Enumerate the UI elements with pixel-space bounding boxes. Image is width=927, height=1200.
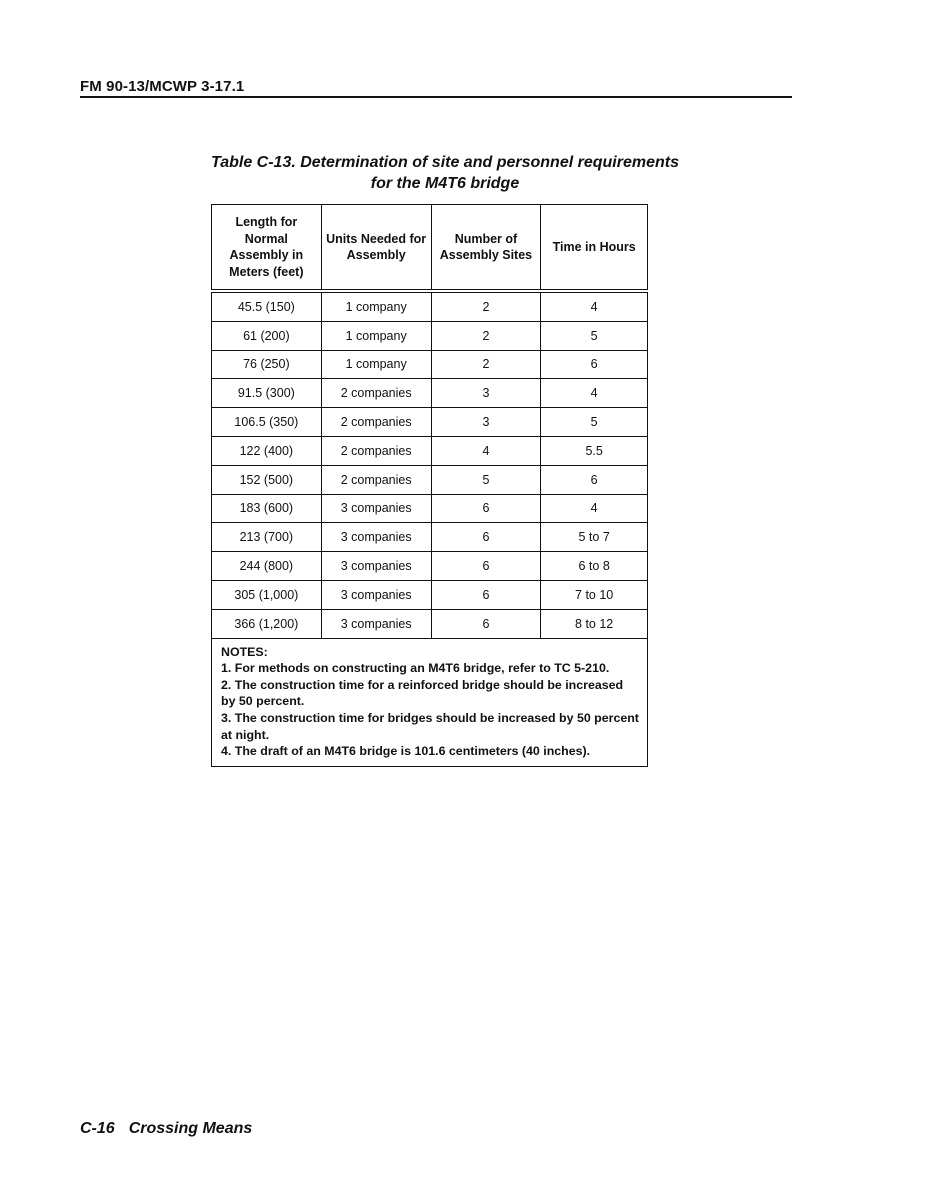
- table-header-row: [212, 205, 648, 292]
- cell-sites: 6: [431, 523, 541, 552]
- cell-time: 6: [541, 350, 648, 379]
- cell-length: 244 (800): [212, 552, 322, 581]
- cell-sites: 2: [431, 350, 541, 379]
- table-row: [212, 465, 648, 494]
- cell-sites: 2: [431, 321, 541, 350]
- running-head: FM 90-13/MCWP 3-17.1: [80, 78, 245, 95]
- cell-units: 3 companies: [321, 523, 431, 552]
- table-row: [212, 436, 648, 465]
- table-row: [212, 523, 648, 552]
- table-row: [212, 291, 648, 321]
- cell-time: 6: [541, 465, 648, 494]
- page-footer: [80, 1120, 266, 1138]
- table-caption-line1: Table C-13. Determination of site and personnel requirements: [211, 154, 679, 171]
- cell-sites: 6: [431, 552, 541, 581]
- column-header-length: Length for Normal Assembly in Meters (feet): [212, 205, 322, 292]
- column-header-sites: Number of Assembly Sites: [431, 205, 541, 292]
- cell-time: 4: [541, 494, 648, 523]
- cell-length: 152 (500): [212, 465, 322, 494]
- cell-time: 7 to 10: [541, 580, 648, 609]
- cell-length: 91.5 (300): [212, 379, 322, 408]
- cell-length: 76 (250): [212, 350, 322, 379]
- cell-time: 4: [541, 291, 648, 321]
- table-row: [212, 552, 648, 581]
- requirements-table-wrapper: [211, 204, 648, 767]
- page-number: C-16: [80, 1120, 115, 1137]
- notes-cell: [212, 638, 648, 766]
- cell-time: 5 to 7: [541, 523, 648, 552]
- header-rule: [80, 96, 792, 98]
- note-item: 2. The construction time for a reinforced bridge should be increased by 50 percent.: [221, 677, 624, 709]
- cell-units: 1 company: [321, 350, 431, 379]
- cell-time: 8 to 12: [541, 609, 648, 638]
- note-item: 4. The draft of an M4T6 bridge is 101.6 centimeters (40 inches).: [221, 744, 591, 759]
- cell-length: 305 (1,000): [212, 580, 322, 609]
- cell-sites: 6: [431, 494, 541, 523]
- table-row: [212, 494, 648, 523]
- cell-units: 3 companies: [321, 609, 431, 638]
- cell-units: 1 company: [321, 321, 431, 350]
- cell-time: 5.5: [541, 436, 648, 465]
- cell-sites: 6: [431, 609, 541, 638]
- cell-time: 5: [541, 321, 648, 350]
- cell-time: 6 to 8: [541, 552, 648, 581]
- cell-units: 3 companies: [321, 580, 431, 609]
- table-row: [212, 350, 648, 379]
- cell-units: 1 company: [321, 291, 431, 321]
- cell-units: 2 companies: [321, 436, 431, 465]
- column-header-units: Units Needed for Assembly: [321, 205, 431, 292]
- notes-row: [212, 638, 648, 766]
- cell-time: 5: [541, 408, 648, 437]
- cell-length: 183 (600): [212, 494, 322, 523]
- cell-units: 3 companies: [321, 494, 431, 523]
- cell-sites: 3: [431, 379, 541, 408]
- cell-units: 2 companies: [321, 379, 431, 408]
- cell-sites: 5: [431, 465, 541, 494]
- cell-sites: 2: [431, 291, 541, 321]
- cell-sites: 3: [431, 408, 541, 437]
- note-item: 1. For methods on constructing an M4T6 bridge, refer to TC 5-210.: [221, 661, 610, 676]
- column-header-time: Time in Hours: [541, 205, 648, 292]
- table-caption-line2: for the M4T6 bridge: [370, 175, 520, 192]
- cell-time: 4: [541, 379, 648, 408]
- cell-length: 366 (1,200): [212, 609, 322, 638]
- cell-length: 122 (400): [212, 436, 322, 465]
- table-row: [212, 321, 648, 350]
- cell-length: 213 (700): [212, 523, 322, 552]
- notes-title: NOTES:: [221, 644, 268, 659]
- cell-length: 61 (200): [212, 321, 322, 350]
- table-body: [212, 291, 648, 638]
- cell-length: 45.5 (150): [212, 291, 322, 321]
- table-row: [212, 408, 648, 437]
- section-title: Crossing Means: [128, 1120, 253, 1137]
- cell-sites: 6: [431, 580, 541, 609]
- requirements-table: [211, 204, 648, 767]
- table-caption: [190, 152, 700, 194]
- cell-units: 2 companies: [321, 408, 431, 437]
- table-row: [212, 379, 648, 408]
- cell-units: 3 companies: [321, 552, 431, 581]
- cell-units: 2 companies: [321, 465, 431, 494]
- cell-sites: 4: [431, 436, 541, 465]
- note-item: 3. The construction time for bridges should be increased by 50 percent at night.: [221, 710, 639, 742]
- cell-length: 106.5 (350): [212, 408, 322, 437]
- table-row: [212, 580, 648, 609]
- table-row: [212, 609, 648, 638]
